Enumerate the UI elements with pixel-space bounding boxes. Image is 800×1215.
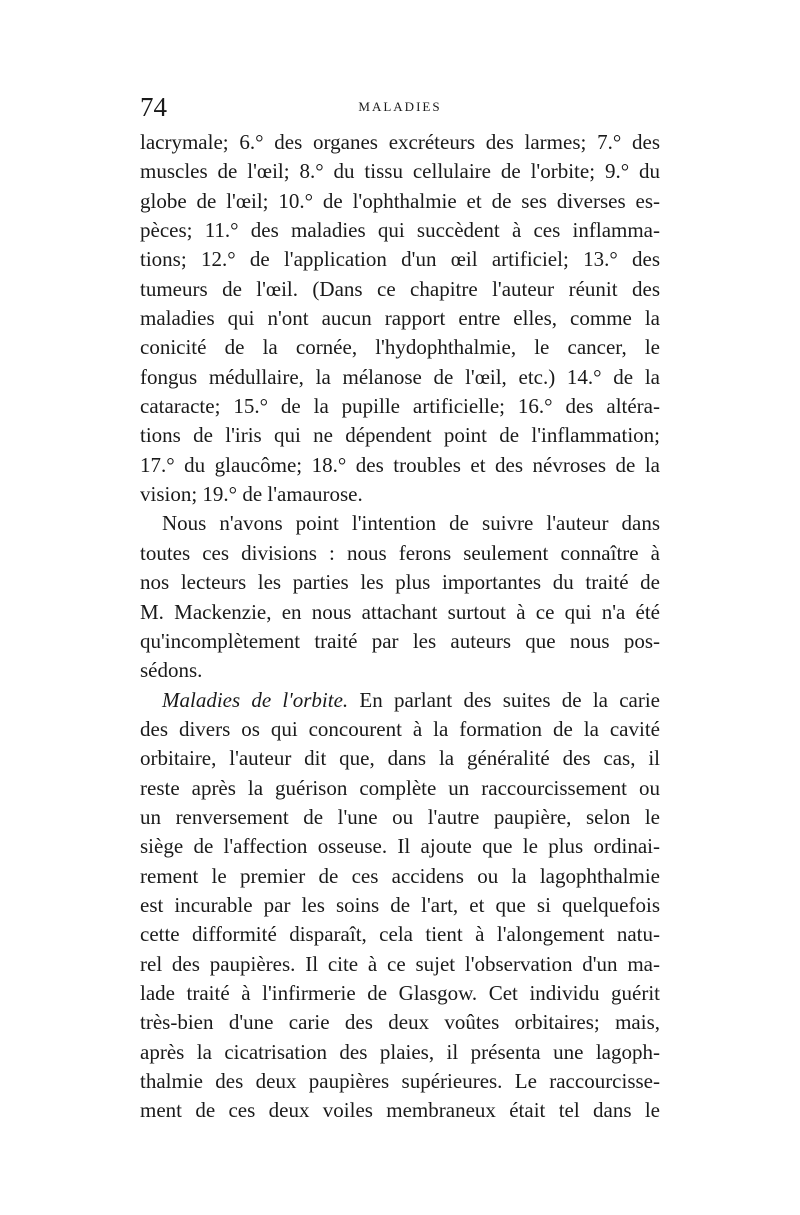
text-line: fongus médullaire, la mélanose de l'œil, etc.) 14.° de la (140, 364, 660, 389)
text-line: après la cicatrisation des plaies, il présenta une lagoph- (140, 1039, 660, 1064)
text-line: lacrymale; 6.° des organes excréteurs des larmes; 7.° des (140, 130, 660, 154)
text-line: qu'incomplètement traité par les auteurs que nous pos- (140, 628, 660, 653)
text-line: est incurable par les soins de l'art, et que si quelquefois (140, 892, 660, 917)
text-line: maladies qui n'ont aucun rapport entre elles, comme la (140, 306, 660, 331)
section-heading: Maladies de l'orbite. (162, 687, 349, 712)
text-line: nos lecteurs les parties les plus importantes du traité de (140, 570, 660, 595)
text-line: conicité de la cornée, l'hydophthalmie, le cancer, le (140, 335, 660, 360)
section-first-line (140, 686, 660, 715)
text-line: lade traité à l'infirmerie de Glasgow. Cet individu guérit (140, 980, 660, 1005)
text-line: très-bien d'une carie des deux voûtes orbitaires; mais, (140, 1010, 660, 1035)
text-line: reste après la guérison complète un raccourcissement ou (140, 775, 660, 800)
text-line: muscles de l'œil; 8.° du tissu cellulaire de l'orbite; 9.° du (140, 159, 660, 184)
text-line: tumeurs de l'œil. (Dans ce chapitre l'auteur réunit des (140, 276, 660, 301)
text-line: orbitaire, l'auteur dit que, dans la généralité des cas, il (140, 746, 660, 771)
text-line: rement le premier de ces accidens ou la lagophthalmie (140, 863, 660, 888)
text-line: tions; 12.° de l'application d'un œil artificiel; 13.° des (140, 247, 660, 272)
text-line: siège de l'affection osseuse. Il ajoute que le plus ordinai- (140, 834, 660, 859)
text-line: un renversement de l'une ou l'autre paupière, selon le (140, 804, 660, 829)
text-line: cette difformité disparaît, cela tient à l'alongement natu- (140, 922, 660, 947)
text-line: 17.° du glaucôme; 18.° des troubles et des névroses de la (140, 452, 660, 477)
text-line: sédons. (140, 658, 203, 683)
text-line: tions de l'iris qui ne dépendent point de l'inflammation; (140, 423, 660, 448)
text-line: toutes ces divisions : nous ferons seulement connaître à (140, 540, 660, 565)
section-first-line-text: En parlant des suites de la carie (348, 687, 660, 712)
running-head: MALADIES (358, 99, 442, 114)
page-header (140, 92, 660, 122)
text-line: ment de ces deux voiles membraneux était tel dans le (140, 1098, 660, 1123)
text-line: vision; 19.° de l'amaurose. (140, 482, 363, 507)
text-line: rel des paupières. Il cite à ce sujet l'observation d'un ma- (140, 951, 660, 976)
text-line: cataracte; 15.° de la pupille artificielle; 16.° des altéra- (140, 394, 660, 419)
paragraph-first-line: Nous n'avons point l'intention de suivre l'auteur dans (162, 511, 660, 536)
text-line: thalmie des deux paupières supérieures. Le raccourcisse- (140, 1069, 660, 1093)
text-line: des divers os qui concourent à la formation de la cavité (140, 716, 660, 741)
body-text (140, 128, 660, 1126)
text-line: pèces; 11.° des maladies qui succèdent à ces inflamma- (140, 218, 660, 243)
text-line: M. Mackenzie, en nous attachant surtout à ce qui n'a été (140, 599, 660, 624)
text-line: globe de l'œil; 10.° de l'ophthalmie et de ses diverses es- (140, 188, 660, 213)
page-number: 74 (140, 92, 167, 122)
